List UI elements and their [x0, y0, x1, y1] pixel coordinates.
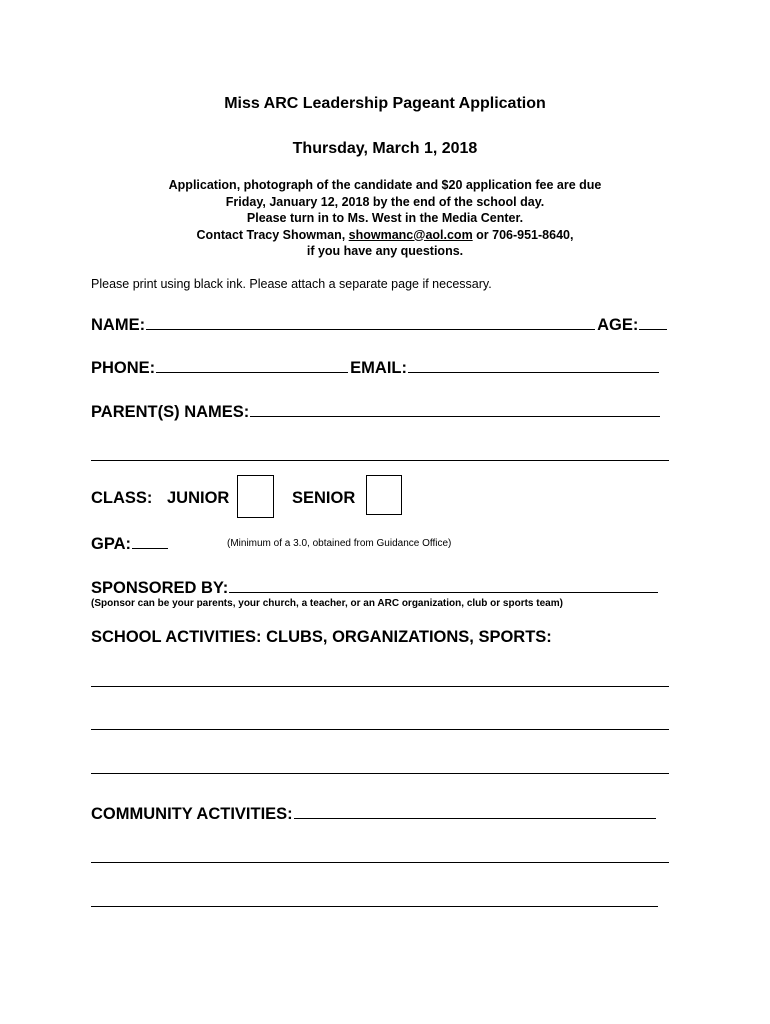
parents-extra-line[interactable]: [91, 460, 669, 461]
parents-row: [91, 401, 662, 422]
name-label: NAME:: [91, 316, 146, 334]
intro-line-2: Friday, January 12, 2018 by the end of the school day.: [225, 194, 545, 209]
junior-label: JUNIOR: [167, 489, 230, 507]
sponsored-field[interactable]: [229, 577, 658, 593]
event-date: Thursday, March 1, 2018: [292, 140, 478, 157]
community-label: COMMUNITY ACTIVITIES:: [91, 805, 293, 823]
email-label: EMAIL:: [350, 359, 407, 377]
sponsored-label: SPONSORED BY:: [91, 579, 229, 597]
senior-checkbox[interactable]: [366, 475, 402, 515]
name-field[interactable]: [146, 314, 595, 330]
junior-checkbox[interactable]: [237, 475, 274, 518]
phone-label: PHONE:: [91, 359, 156, 377]
phone-email-row: [91, 357, 661, 378]
sponsored-row: [91, 577, 660, 598]
name-age-row: [91, 314, 669, 335]
community-row: [91, 803, 658, 824]
intro-line-4: [0, 227, 770, 244]
email-link[interactable]: showmanc@aol.com: [348, 227, 473, 242]
gpa-note: (Minimum of a 3.0, obtained from Guidance Office): [227, 538, 452, 549]
school-activities-label: SCHOOL ACTIVITIES: CLUBS, ORGANIZATIONS, SPORTS:: [91, 628, 552, 646]
school-activities-line-1[interactable]: [91, 686, 669, 687]
community-field[interactable]: [294, 803, 656, 819]
intro-block: [0, 177, 770, 260]
sponsored-note: (Sponsor can be your parents, your church, a teacher, or an ARC organization, club or sports team): [91, 598, 563, 609]
senior-label: SENIOR: [292, 489, 356, 507]
intro-line-5: if you have any questions.: [306, 244, 464, 258]
parents-label: PARENT(S) NAMES:: [91, 403, 250, 421]
gpa-row: [91, 533, 170, 554]
intro-line-1: Application, photograph of the candidate and $20 application fee are due: [168, 178, 602, 192]
intro-line-3: Please turn in to Ms. West in the Media Center.: [246, 211, 524, 225]
community-line-1[interactable]: [91, 862, 669, 863]
instructions-text: Please print using black ink. Please attach a separate page if necessary.: [91, 277, 492, 291]
email-field[interactable]: [408, 357, 659, 373]
age-label: AGE:: [597, 316, 639, 334]
class-row: [91, 489, 152, 508]
form-title: Miss ARC Leadership Pageant Application: [224, 95, 546, 112]
community-line-2[interactable]: [91, 906, 658, 907]
gpa-label: GPA:: [91, 535, 132, 553]
gpa-field[interactable]: [132, 533, 168, 549]
school-activities-line-3[interactable]: [91, 773, 669, 774]
contact-suffix: or 706-951-8640,: [472, 227, 574, 242]
parents-field[interactable]: [250, 401, 660, 417]
age-field[interactable]: [639, 314, 667, 330]
class-label: CLASS:: [91, 489, 153, 507]
phone-field[interactable]: [156, 357, 348, 373]
school-activities-line-2[interactable]: [91, 729, 669, 730]
contact-prefix: Contact Tracy Showman,: [196, 227, 349, 242]
